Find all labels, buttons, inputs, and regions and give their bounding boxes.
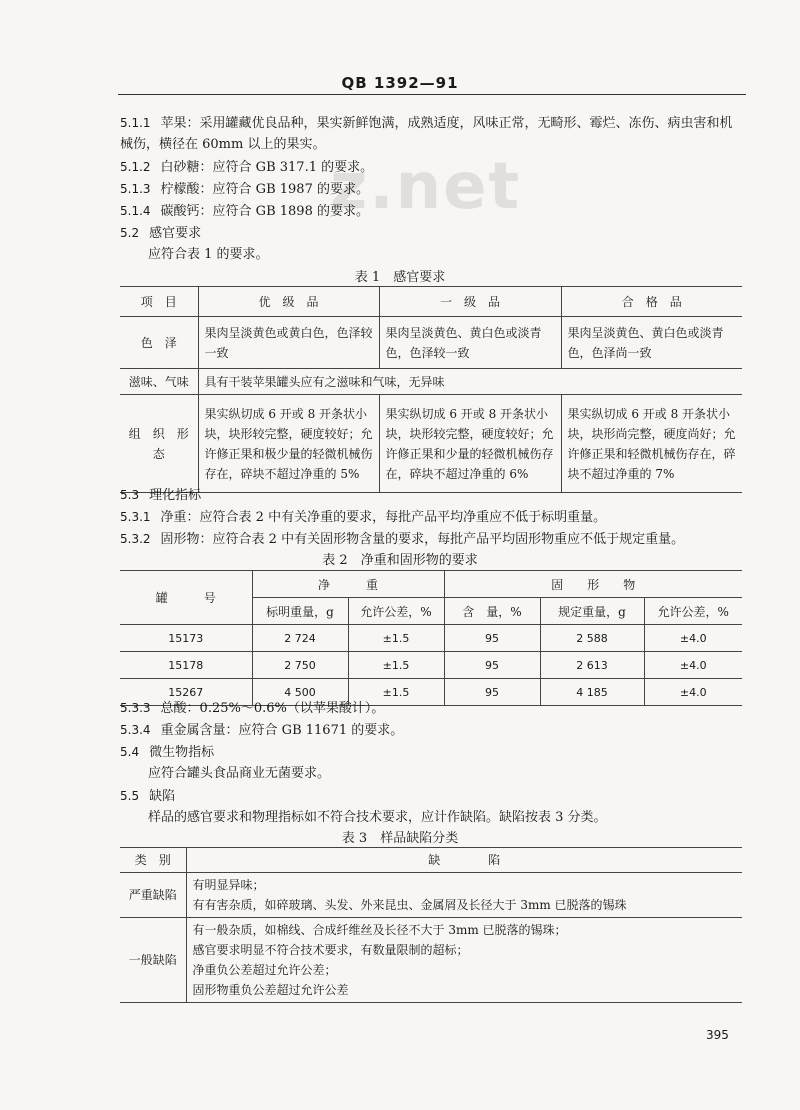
clause-title: 缺陷 xyxy=(149,789,176,804)
clause-5-3-1 xyxy=(120,506,606,529)
table-row xyxy=(120,625,742,652)
clause-5-1-3 xyxy=(120,178,369,201)
table2-cell: ±1.5 xyxy=(348,679,444,706)
table2-cell: 4 500 xyxy=(252,679,348,706)
clause-5-1-1-cont: 械伤，横径在 60mm 以上的果实。 xyxy=(120,137,326,152)
clause-text: 碳酸钙：应符合 GB 1898 的要求。 xyxy=(160,204,369,219)
clause-text: 白砂糖：应符合 GB 317.1 的要求。 xyxy=(160,160,374,175)
clause-title: 感官要求 xyxy=(149,226,202,241)
table1-header-item: 项 目 xyxy=(120,287,198,317)
clause-number: 5.3.1 xyxy=(120,510,151,524)
clause-5-5-text: 样品的感官要求和物理指标如不符合技术要求，应计作缺陷。缺陷按表 3 分类。 xyxy=(148,810,607,825)
table3-caption: 表 3 样品缺陷分类 xyxy=(341,831,459,846)
table1-cell: 果实纵切成 6 开或 8 开条状小块，块形较完整，硬度较好；允许修正果和极少量的轻微机械伤存在，碎块不超过净重的 5% xyxy=(198,395,379,493)
table2-sub-header: 允许公差，% xyxy=(644,598,742,625)
table2-cell: ±1.5 xyxy=(348,652,444,679)
clause-5-3-4 xyxy=(120,719,403,742)
clause-text: 苹果：采用罐藏优良品种，果实新鲜饱满，成熟适度，风味正常，无畸形、霉烂、冻伤、病虫害和机 xyxy=(160,116,733,131)
table2-cell: 2 613 xyxy=(540,652,644,679)
table3-header-defect: 缺 陷 xyxy=(186,848,742,873)
table3-serious-label: 严重缺陷 xyxy=(120,873,186,918)
clause-number: 5.3.3 xyxy=(120,701,151,715)
clause-5-2-text: 应符合表 1 的要求。 xyxy=(148,247,269,262)
table2-cell: 95 xyxy=(444,679,540,706)
table3-general-label: 一般缺陷 xyxy=(120,918,186,1003)
table1-cell: 果肉呈淡黄色、黄白色或淡青色，色泽尚一致 xyxy=(561,317,742,369)
page-number: 395 xyxy=(706,1028,729,1042)
defect-line: 净重负公差超过允许公差； xyxy=(192,963,337,977)
clause-5-3-2 xyxy=(120,528,684,551)
table1-header-first: 一 级 品 xyxy=(379,287,561,317)
table2-header-can: 罐 号 xyxy=(120,571,252,625)
table2-cell: ±4.0 xyxy=(644,679,742,706)
clause-5-1-4 xyxy=(120,200,369,223)
table2-sub-header: 标明重量，g xyxy=(252,598,348,625)
table2-cell: 15178 xyxy=(120,652,252,679)
table1-row-item: 色 泽 xyxy=(120,317,198,369)
table2-caption: 表 2 净重和固形物的要求 xyxy=(322,553,478,568)
watermark: z.net xyxy=(330,150,522,224)
table3-header-category: 类 别 xyxy=(120,848,186,873)
table2-cell: 95 xyxy=(444,652,540,679)
table2-sub-header: 允许公差，% xyxy=(348,598,444,625)
table2-header-net: 净 重 xyxy=(252,571,444,598)
defect-line: 有有害杂质，如碎玻璃、头发、外来昆虫、金属屑及长径大于 3mm 已脱落的锡珠 xyxy=(192,898,627,912)
table2-cell: 2 588 xyxy=(540,625,644,652)
table2-cell: 2 724 xyxy=(252,625,348,652)
clause-title: 微生物指标 xyxy=(149,745,215,760)
clause-title: 理化指标 xyxy=(149,488,202,503)
clause-number: 5.2 xyxy=(120,226,140,240)
table3-general-defects xyxy=(186,918,742,1003)
table2-cell: 15173 xyxy=(120,625,252,652)
clause-number: 5.3.4 xyxy=(120,723,151,737)
clause-5-3 xyxy=(120,484,201,507)
clause-text: 重金属含量：应符合 GB 11671 的要求。 xyxy=(160,723,404,738)
clause-number: 5.3.2 xyxy=(120,532,151,546)
clause-number: 5.4 xyxy=(120,745,140,759)
clause-5-2 xyxy=(120,222,201,245)
table1-caption: 表 1 感官要求 xyxy=(354,270,446,285)
table1-header-qualified: 合 格 品 xyxy=(561,287,742,317)
clause-text: 固形物：应符合表 2 中有关固形物含量的要求，每批产品平均固形物重应不低于规定重量。 xyxy=(160,532,685,547)
clause-5-1-1 xyxy=(120,112,733,135)
table1-cell: 果实纵切成 6 开或 8 开条状小块，块形较完整，硬度较好；允许修正果和少量的轻微机械伤存在，碎块不超过净重的 6% xyxy=(379,395,561,493)
clause-5-3-3 xyxy=(120,697,384,720)
table2-header-solid: 固 形 物 xyxy=(444,571,742,598)
clause-text: 净重：应符合表 2 中有关净重的要求，每批产品平均净重应不低于标明重量。 xyxy=(160,510,607,525)
table2-cell: 2 750 xyxy=(252,652,348,679)
clause-text: 总酸：0.25%～0.6%（以苹果酸计）。 xyxy=(160,701,385,716)
table2-cell: ±4.0 xyxy=(644,625,742,652)
standard-number: QB 1392—91 xyxy=(341,74,459,92)
defect-line: 有明显异味； xyxy=(192,878,265,892)
table2-sub-header: 含 量，% xyxy=(444,598,540,625)
table3-defects xyxy=(120,847,742,1003)
table2-cell: 4 185 xyxy=(540,679,644,706)
clause-5-4-text: 应符合罐头食品商业无菌要求。 xyxy=(148,766,331,781)
table1-row-item: 组 织 形 态 xyxy=(120,395,198,493)
table1-header-premium: 优 级 品 xyxy=(198,287,379,317)
clause-5-1-2 xyxy=(120,156,373,179)
table1-cell: 果肉呈淡黄色、黄白色或淡青色，色泽较一致 xyxy=(379,317,561,369)
clause-number: 5.3 xyxy=(120,488,140,502)
table1-sensory xyxy=(120,286,742,493)
table2-cell: ±1.5 xyxy=(348,625,444,652)
clause-5-4 xyxy=(120,741,214,764)
table1-cell-merged: 具有干装苹果罐头应有之滋味和气味，无异味 xyxy=(198,369,742,395)
table2-cell: 15267 xyxy=(120,679,252,706)
clause-number: 5.1.1 xyxy=(120,116,151,130)
table2-sub-header: 规定重量，g xyxy=(540,598,644,625)
clause-number: 5.1.3 xyxy=(120,182,151,196)
clause-text: 柠檬酸：应符合 GB 1987 的要求。 xyxy=(160,182,369,197)
table1-cell: 果肉呈淡黄色或黄白色，色泽较一致 xyxy=(198,317,379,369)
defect-line: 固形物重负公差超过允许公差 xyxy=(192,983,349,997)
clause-5-5 xyxy=(120,785,175,808)
clause-number: 5.1.2 xyxy=(120,160,151,174)
table2-cell: 95 xyxy=(444,625,540,652)
clause-number: 5.1.4 xyxy=(120,204,151,218)
header-rule xyxy=(118,94,746,95)
clause-number: 5.5 xyxy=(120,789,140,803)
defect-line: 感官要求明显不符合技术要求，有数量限制的超标； xyxy=(192,943,469,957)
table3-serious-defects xyxy=(186,873,742,918)
table-row xyxy=(120,652,742,679)
table2-weights xyxy=(120,570,742,706)
table1-cell: 果实纵切成 6 开或 8 开条状小块，块形尚完整，硬度尚好；允许修正果和轻微机械伤存在，碎块不超过净重的 7% xyxy=(561,395,742,493)
defect-line: 有一般杂质，如棉线、合成纤维丝及长径不大于 3mm 已脱落的锡珠； xyxy=(192,923,567,937)
table1-row-item: 滋味、气味 xyxy=(120,369,198,395)
table2-cell: ±4.0 xyxy=(644,652,742,679)
